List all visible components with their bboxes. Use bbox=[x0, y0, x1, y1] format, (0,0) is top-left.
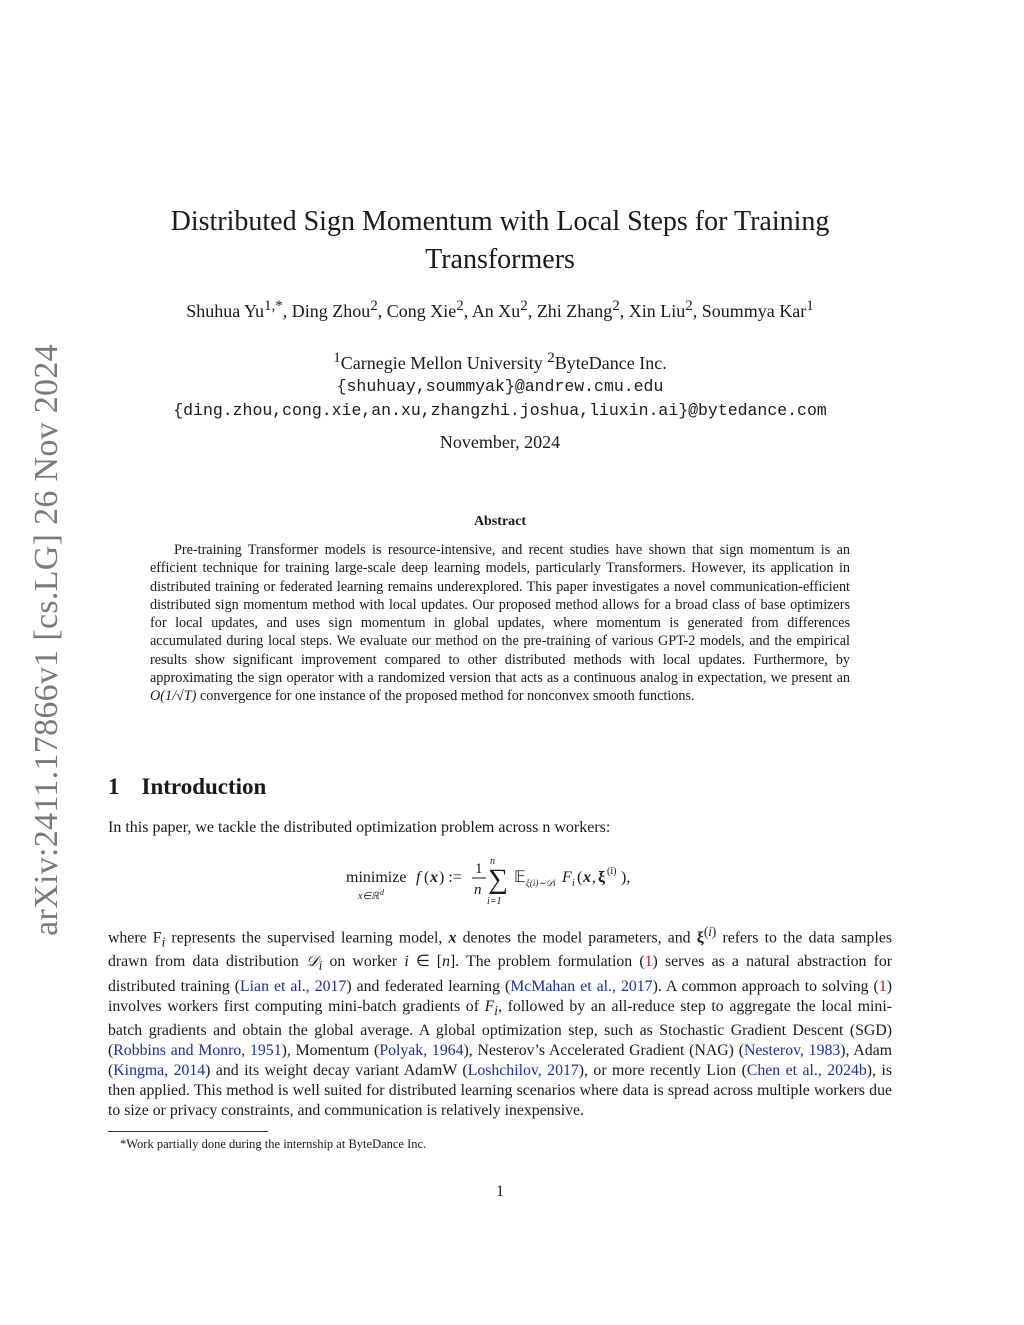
para-text: ) and its weight decay variant AdamW ( bbox=[205, 1061, 468, 1079]
para-text: ) and federated learning ( bbox=[346, 977, 511, 995]
svg-text:(i): (i) bbox=[607, 866, 617, 877]
citation-loshchilov-2017[interactable]: Loshchilov, 2017 bbox=[467, 1061, 579, 1079]
para-text: , followed by an all-reduce step to aggregate the local mini-batch gradients and obtain the global average. A global optimization step, such as Stochastic Gradient Descent (SGD) ( bbox=[108, 997, 892, 1059]
para-text: denotes the model parameters, and bbox=[456, 929, 697, 947]
citation-robbins-1951[interactable]: Robbins and Monro, 1951 bbox=[113, 1041, 282, 1059]
svg-text:n: n bbox=[490, 856, 495, 867]
para-text: ), Nesterov’s Accelerated Gradient (NAG) ( bbox=[463, 1041, 744, 1059]
paper-date: November, 2024 bbox=[439, 432, 561, 452]
svg-text:x: x bbox=[430, 869, 438, 886]
svg-text:F: F bbox=[562, 869, 572, 886]
abstract-text-end: convergence for one instance of the proposed method for nonconvex smooth functions. bbox=[199, 688, 695, 705]
abstract-body bbox=[150, 541, 850, 706]
author-sup: 1 bbox=[806, 298, 814, 314]
svg-text:f: f bbox=[416, 869, 421, 886]
footnote: *Work partially done during the internship at ByteDance Inc. bbox=[120, 1137, 427, 1151]
para-text: on worker bbox=[322, 953, 405, 971]
arxiv-sidebar-stamp bbox=[28, 340, 65, 940]
paper-title bbox=[130, 203, 870, 279]
citation-lian-2017[interactable]: Lian et al., 2017 bbox=[240, 977, 347, 995]
equation-1 bbox=[340, 856, 700, 908]
para-text: ), Momentum ( bbox=[281, 1041, 380, 1059]
intro-paragraph: where $F_i$ represents the supervised learning model, x denotes the model parameters, and $\xi^{(i)}$ refers to the data samples drawn from data distribution 𝒟$_i$ on worker i ∈ [n]. The problem formulation (1) serves as a natural abstraction for distributed training (Lian et al., 2017) and federated learning (McMahan et al., 2017). A common approach to solving (1) involves workers first computing mini-batch gradients of $F_i$, followed by an all-reduce step to aggregate the local mini-batch gradients and obtain the global average. A global optimization step, such as Stochastic Gradient Descent (SGD) (Robbins and Monro, 1951), Momentum (Polyak, 1964), Nesterov’s Accelerated Gradient (NAG) (Nesterov, 1983), Adam (Kingma, 2014) and its weight decay variant AdamW (Loshchilov, 2017), or more recently Lion (Chen et al., 2024b), is then applied. This method is well suited for distributed learning scenarios where data is spread across multiple workers due to size or privacy constraints, and communication is relatively inexpensive. bbox=[108, 924, 893, 1119]
para-text: ) involves workers first computing mini-batch gradients of bbox=[108, 977, 892, 1015]
svg-text:minimize: minimize bbox=[346, 869, 407, 886]
affiliation-1: Carnegie Mellon University bbox=[340, 353, 543, 373]
citation-nesterov-1983[interactable]: Nesterov, 1983 bbox=[743, 1041, 841, 1059]
footnote-divider bbox=[108, 1131, 268, 1132]
title-line-2: Transformers bbox=[425, 244, 575, 275]
svg-text:∑: ∑ bbox=[488, 864, 508, 895]
author-sup: 2 bbox=[370, 298, 378, 314]
author: Shuhua Yu bbox=[186, 301, 265, 321]
svg-text:d: d bbox=[380, 888, 384, 897]
abstract-text: Pre-training Transformer models is resource-intensive, and recent studies have shown that sign momentum is an efficient technique for training large-scale deep learning models, particularly Transformers. However, its application in distributed training or federated learning remains underexplored. This paper investigates a novel communication-efficient distributed sign momentum method with local updates. Our proposed method allows for a broad class of base optimizers for local updates, and uses sign momentum in global updates, where momentum is generated from differences accumulated during local steps. We evaluate our method on the pre-training of various GPT-2 models, and the empirical results show significant improvement compared to other distributed methods with local updates. Furthermore, by approximating the sign operator with a randomized version that acts as a continuous analog in expectation, we present an bbox=[150, 542, 850, 687]
author-sup: 2 bbox=[612, 298, 620, 314]
para-text: ), or more recently Lion ( bbox=[578, 1061, 747, 1079]
page-number: 1 bbox=[496, 1183, 504, 1200]
section-number: 1 bbox=[108, 774, 120, 799]
svg-text:),: ), bbox=[621, 869, 631, 886]
svg-text:ξ(i)∼𝒟i: ξ(i)∼𝒟i bbox=[526, 878, 556, 888]
para-text: ), Adam ( bbox=[108, 1041, 892, 1079]
author-list: Shuhua $Yu^{1,*}$, Ding Zhou$^2$, Cong Xie$^2$, An Xu$^2$, Zhi Zhang$^2$, Xin Liu$^2$, Soummya Kar$^1$ bbox=[186, 298, 814, 321]
citation-kingma-2014[interactable]: Kingma, 2014 bbox=[113, 1061, 206, 1079]
equation-ref-link[interactable]: 1 bbox=[644, 953, 653, 971]
para-text: refers to the data samples drawn from data distribution bbox=[108, 929, 893, 971]
arxiv-identifier: arXiv:2411.17866v1 [cs.LG] 26 Nov 2024 bbox=[28, 344, 65, 936]
citation-polyak-1964[interactable]: Polyak, 1964 bbox=[379, 1041, 464, 1059]
author-sup: 1,* bbox=[264, 298, 283, 314]
equation-graphic bbox=[340, 856, 700, 908]
svg-text:,: , bbox=[592, 869, 596, 886]
author: Soummya Kar bbox=[701, 301, 807, 321]
title-line-1: Distributed Sign Momentum with Local Steps for Training bbox=[170, 206, 830, 237]
section-title: Introduction bbox=[141, 774, 267, 799]
author: Xin Liu bbox=[628, 301, 686, 321]
author-sup: 2 bbox=[520, 298, 528, 314]
para-text: . The problem formulation ( bbox=[455, 953, 645, 971]
svg-text:(: ( bbox=[424, 869, 430, 886]
affiliations bbox=[100, 346, 900, 423]
citation-chen-2024b[interactable]: Chen et al., 2024b bbox=[746, 1061, 867, 1079]
svg-text:i: i bbox=[572, 878, 575, 889]
email-cmu: {shuhuay,soummyak}@andrew.cmu.edu bbox=[336, 377, 664, 396]
equation-ref-link[interactable]: 1 bbox=[878, 977, 887, 995]
para-text: ). A common approach to solving ( bbox=[652, 977, 879, 995]
para-text: where F bbox=[108, 929, 162, 947]
svg-text:(: ( bbox=[577, 869, 583, 886]
para-text: represents the supervised learning model, bbox=[165, 929, 449, 947]
svg-text:𝔼: 𝔼 bbox=[514, 869, 526, 886]
author-sup: 2 bbox=[685, 298, 693, 314]
author-sup: 2 bbox=[456, 298, 464, 314]
author: An Xu bbox=[471, 301, 521, 321]
svg-text:ξ: ξ bbox=[598, 869, 606, 886]
svg-text:x∈ℝ: x∈ℝ bbox=[358, 891, 380, 902]
author: Zhi Zhang bbox=[536, 301, 613, 321]
author: Ding Zhou bbox=[291, 301, 371, 321]
affiliation-line: $^1$Carnegie Mellon University $^2$ByteDance Inc. bbox=[333, 350, 667, 373]
intro-sentence: In this paper, we tackle the distributed optimization problem across n workers: bbox=[108, 819, 611, 836]
abstract-heading: Abstract bbox=[473, 514, 527, 529]
para-text: ) serves as a natural abstraction for distributed training ( bbox=[108, 953, 892, 995]
citation-mcmahan-2017[interactable]: McMahan et al., 2017 bbox=[510, 977, 653, 995]
section-heading bbox=[108, 774, 266, 800]
email-bytedance: {ding.zhou,cong.xie,an.xu,zhangzhi.joshua,liuxin.ai}@bytedance.com bbox=[173, 401, 827, 420]
svg-text:1: 1 bbox=[475, 861, 483, 877]
affiliation-2: ByteDance Inc. bbox=[554, 353, 667, 373]
svg-text:i=1: i=1 bbox=[487, 896, 502, 907]
para-text: ), is then applied. This method is well suited for distributed learning scenarios where data is spread across multiple workers due to size or privacy constraints, and communication is relatively inexpensive. bbox=[108, 1061, 892, 1119]
svg-text:n: n bbox=[474, 882, 482, 898]
svg-text:x: x bbox=[583, 869, 591, 886]
svg-text:) :=: ) := bbox=[439, 869, 462, 886]
abstract-math: O(1/√T) bbox=[150, 688, 197, 705]
author: Cong Xie bbox=[386, 301, 457, 321]
